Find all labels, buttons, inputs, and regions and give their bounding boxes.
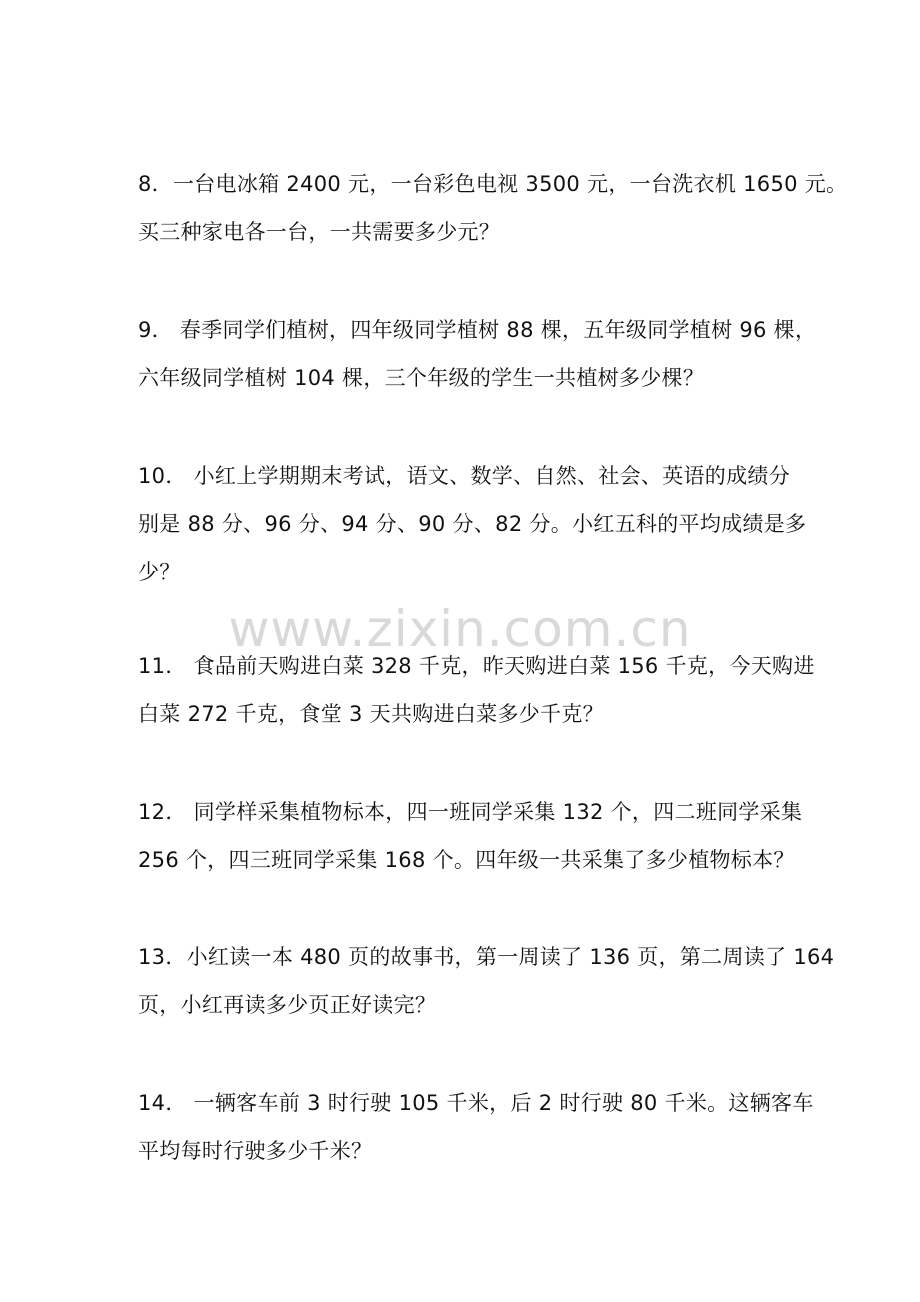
problem-line: 9． 春季同学们植树，四年级同学植树 88 棵，五年级同学植树 96 棵， <box>138 318 817 342</box>
problem-line: 256 个，四三班同学采集 168 个。四年级一共采集了多少植物标本？ <box>138 848 795 872</box>
problem-line: 少？ <box>138 560 181 584</box>
watermark: www.zixin.com.cn <box>228 600 692 658</box>
problem-line: 10． 小红上学期期末考试，语文、数学、自然、社会、英语的成绩分 <box>138 464 790 488</box>
problem-line: 平均每时行驶多少千米？ <box>138 1139 373 1163</box>
problem-12 <box>138 788 803 884</box>
problem-line: 页，小红再读多少页正好读完？ <box>138 993 437 1017</box>
problem-line: 11． 食品前天购进白菜 328 千克，昨天购进白菜 156 千克，今天购进 <box>138 654 815 678</box>
problem-10 <box>138 452 807 596</box>
problem-line: 别是 88 分、96 分、94 分、90 分、82 分。小红五科的平均成绩是多 <box>138 512 807 536</box>
problem-line: 买三种家电各一台，一共需要多少元？ <box>138 220 501 244</box>
problem-9 <box>138 306 817 402</box>
problem-line: 14． 一辆客车前 3 时行驶 105 千米，后 2 时行驶 80 千米。这辆客车 <box>138 1091 814 1115</box>
problem-line: 13．小红读一本 480 页的故事书，第一周读了 136 页，第二周读了 164 <box>138 945 835 969</box>
problem-8 <box>138 160 848 256</box>
problem-13 <box>138 933 835 1029</box>
problem-line: 白菜 272 千克，食堂 3 天共购进白菜多少千克？ <box>138 702 604 726</box>
problem-14 <box>138 1079 814 1175</box>
problem-line: 8．一台电冰箱 2400 元，一台彩色电视 3500 元，一台洗衣机 1650 元。 <box>138 172 848 196</box>
problem-line: 12． 同学样采集植物标本，四一班同学采集 132 个，四二班同学采集 <box>138 800 803 824</box>
problem-line: 六年级同学植树 104 棵，三个年级的学生一共植树多少棵？ <box>138 366 705 390</box>
problem-11 <box>138 642 815 738</box>
